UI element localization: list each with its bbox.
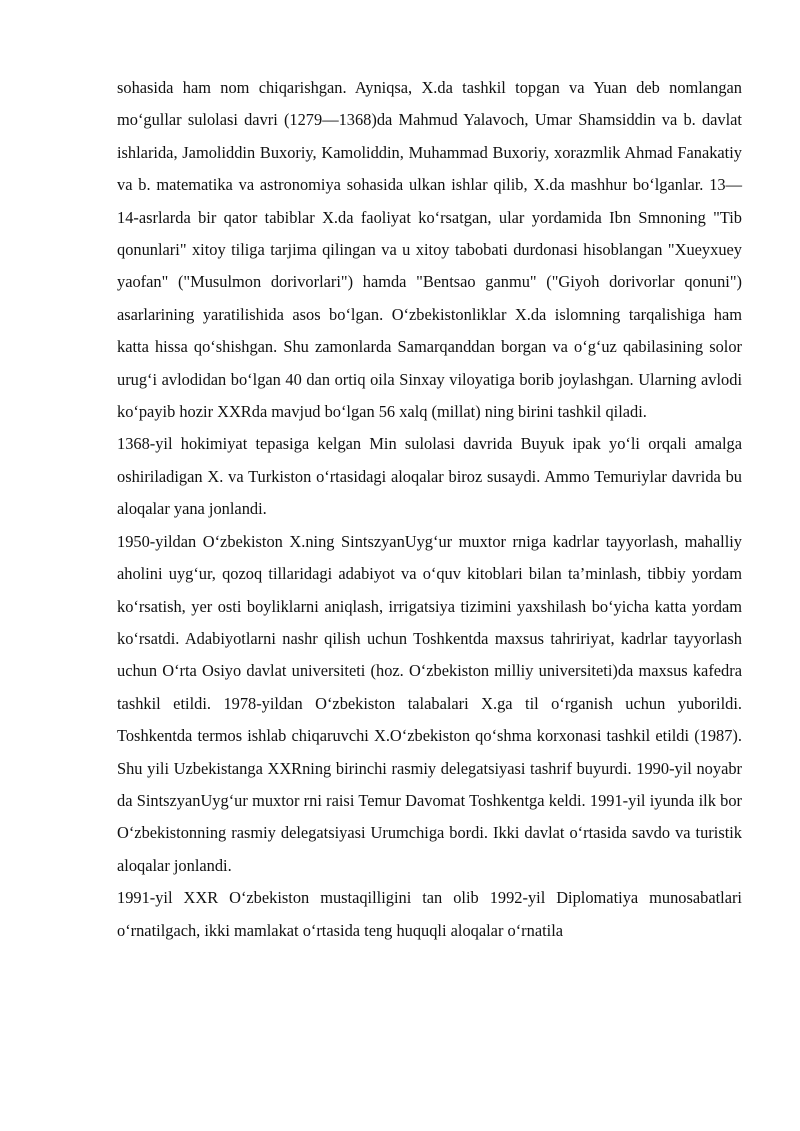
paragraph-4: 1991-yil XXR O‘zbekiston mustaqilligini tan olib 1992-yil Diplomatiya munosabatlari o‘rnatilgach, ikki mamlakat o‘rtasida teng huquqli aloqalar o‘rnatila — [117, 888, 742, 940]
paragraph-1: sohasida ham nom chiqarishgan. Ayniqsa, X.da tashkil topgan va Yuan deb nomlangan mo‘gullar sulolasi davri (1279—1368)da Mahmud Yalavoch, Umar Shamsiddin va b. davlat ishlarida, Jamoliddin Buxoriy, Kamoliddin, Muhammad Buxoriy, xorazmlik Ahmad Fanakatiy va b. matematika va astronomiya sohasida ulkan ishlar qilib, X.da mashhur bo‘lganlar. 13—14-asrlarda bir qator tabiblar X.da faoliyat ko‘rsatgan, ular yordamida Ibn Smnoning "Tib qonunlari" xitoy tiliga tarjima qilingan va u xitoy tabobati durdonasi hisoblangan "Xueyxuey yaofan" ("Musulmon dorivorlari") hamda "Bentsao ganmu" ("Giyoh dorivorlar qonuni") asarlarining yaratilishida asos bo‘lgan. O‘zbekistonliklar X.da islomning tarqalishiga ham katta hissa qo‘shishgan. Shu zamonlarda Samarqanddan borgan va o‘g‘uz qabilasining solor urug‘i avlodidan bo‘lgan 40 dan ortiq oila Sinxay viloyatiga borib joylashgan. Ularning avlodi ko‘payib hozir XXRda mavjud bo‘lgan 56 xalq (millat) ning birini tashkil qiladi. — [117, 78, 742, 422]
document-page — [117, 72, 742, 947]
paragraph-2: 1368-yil hokimiyat tepasiga kelgan Min sulolasi davrida Buyuk ipak yo‘li orqali amalga oshiriladigan X. va Turkiston o‘rtasidagi aloqalar biroz susaydi. Ammo Temuriylar davrida bu aloqalar yana jonlandi. — [117, 434, 742, 519]
paragraph-3: 1950-yildan O‘zbekiston X.ning SintszyanUyg‘ur muxtor rniga kadrlar tayyorlash, mahalliy aholini uyg‘ur, qozoq tillaridagi adabiyot va o‘quv kitoblari bilan ta’minlash, tibbiy yordam ko‘rsatish, yer osti boyliklarni aniqlash, irrigatsiya tizimini yaxshilash bo‘yicha katta yordam ko‘rsatdi. Adabiyotlarni nashr qilish uchun Toshkentda maxsus tahririyat, kadrlar tayyorlash uchun O‘rta Osiyo davlat universiteti (hoz. O‘zbekiston milliy universiteti)da maxsus kafedra tashkil etildi. 1978-yildan O‘zbekiston talabalari X.ga til o‘rganish uchun yuborildi. Toshkentda termos ishlab chiqaruvchi X.O‘zbekiston qo‘shma korxonasi tashkil etildi (1987). Shu yili Uzbekistanga XXRning birinchi rasmiy delegatsiyasi tashrif buyurdi. 1990-yil noyabr da SintszyanUyg‘ur muxtor rni raisi Temur Davomat Toshkentga keldi. 1991-yil iyunda ilk bor O‘zbekistonning rasmiy delegatsiyasi Urumchiga bordi. Ikki davlat o‘rtasida savdo va turistik aloqalar jonlandi. — [117, 531, 742, 875]
